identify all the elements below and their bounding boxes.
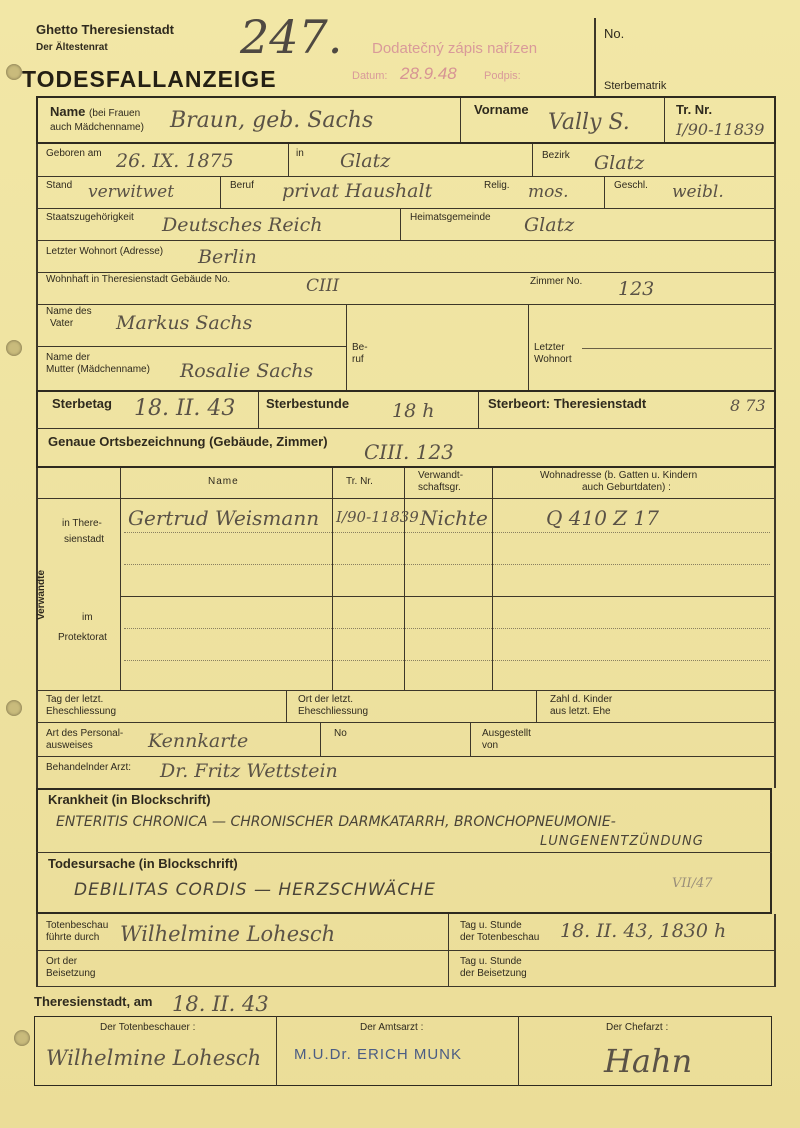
tr-label: Tr. Nr. <box>676 102 713 117</box>
in-label: in <box>296 148 304 159</box>
ghetto-title: Ghetto Theresienstadt <box>36 22 174 37</box>
im-label: im <box>82 612 93 623</box>
sterbetag-label: Sterbetag <box>52 396 112 411</box>
amtsarzt-label: Der Amtsarzt : <box>360 1022 424 1033</box>
mutter-label: Name der <box>46 352 90 363</box>
ehe-ort-label2: Eheschliessung <box>298 706 369 717</box>
krankheit-line2: LUNGENENTZÜNDUNG <box>540 834 704 849</box>
relative-rel: Nichte <box>420 506 488 530</box>
arzt-value: Dr. Fritz Wettstein <box>160 760 338 782</box>
wohnort-label: Letzter Wohnort (Adresse) <box>46 246 164 257</box>
gebaeude-value: CIII <box>306 276 340 296</box>
stamp-date-label: Datum: <box>352 70 388 82</box>
ehe-ort-label: Ort der letzt. <box>298 694 354 705</box>
art-label: Art des Personal- <box>46 728 124 739</box>
chefarzt-label: Der Chefarzt : <box>606 1022 669 1033</box>
vater-label: Name des <box>46 306 92 317</box>
vorname-value: Vally S. <box>548 110 630 135</box>
beisetz-tag-label2: der Beisetzung <box>460 968 527 979</box>
beschau-tag-label: Tag u. Stunde <box>460 920 522 931</box>
beruf-value: privat Haushalt <box>282 180 433 202</box>
vater-label2: Vater <box>50 318 74 329</box>
council-title: Der Ältestenrat <box>36 42 108 53</box>
beschau-value: Wilhelmine Lohesch <box>120 922 336 946</box>
stunde-value: 18 h <box>392 400 435 422</box>
punch-hole <box>6 340 22 356</box>
col-tr: Tr. Nr. <box>346 476 373 487</box>
arzt-label: Behandelnder Arzt: <box>46 762 132 773</box>
punch-hole <box>14 1030 30 1046</box>
gebaeude-label: Wohnhaft in Theresienstadt Gebäude No. <box>46 274 231 285</box>
hand-number: 247. <box>240 10 343 64</box>
art-label2: ausweises <box>46 740 93 751</box>
krankheit-line1: ENTERITIS CHRONICA — CHRONISCHER DARMKATARRH, BRONCHOPNEUMONIE- <box>56 814 616 830</box>
sterbetag-value: 18. II. 43 <box>134 396 236 421</box>
stamp-sig-label: Podpis: <box>484 70 521 82</box>
kinder-label: Zahl d. Kinder <box>550 694 613 705</box>
beschauer-signature: Wilhelmine Lohesch <box>46 1046 262 1070</box>
ursache-mark: VII/47 <box>672 876 713 891</box>
stand-label: Stand <box>46 180 73 191</box>
id-no-label: No <box>334 728 347 739</box>
punch-hole <box>6 700 22 716</box>
col-adresse2: auch Geburtdaten) : <box>582 482 671 493</box>
relig-label: Relig. <box>484 180 510 191</box>
beschau-tag-label2: der Totenbeschau <box>460 932 540 943</box>
place-date-value: 18. II. 43 <box>172 992 269 1016</box>
bezirk-value: Glatz <box>594 152 645 174</box>
chefarzt-signature: Hahn <box>604 1042 693 1080</box>
form-title: TODESFALLANZEIGE <box>22 66 277 92</box>
kinder-label2: aus letzt. Ehe <box>550 706 611 717</box>
ausgestellt-label: Ausgestellt <box>482 728 531 739</box>
staat-value: Deutsches Reich <box>162 214 323 236</box>
relig-value: mos. <box>528 182 569 202</box>
wohnort-value: Berlin <box>198 246 257 268</box>
name-label: Name (bei Frauen <box>50 104 141 119</box>
in-there-label: in There- <box>62 518 102 529</box>
letzter-label: Letzter <box>534 342 565 353</box>
protektorat-label: Protektorat <box>58 632 107 643</box>
col-verwandt: Verwandt- <box>418 470 464 481</box>
beschau-tag-value: 18. II. 43, 1830 h <box>560 920 727 942</box>
sterbeort-label: Sterbeort: Theresienstadt <box>488 396 647 411</box>
stand-value: verwitwet <box>88 182 175 202</box>
stamp-line: Dodatečný zápis nařízen <box>372 40 538 57</box>
zimmer-value: 123 <box>618 278 655 300</box>
heimat-label: Heimatsgemeinde <box>410 212 491 223</box>
no-label: No. <box>604 26 625 41</box>
beisetz-label2: Beisetzung <box>46 968 96 979</box>
ehe-tag-label: Tag der letzt. <box>46 694 104 705</box>
col-verwandt2: schaftsgr. <box>418 482 461 493</box>
sterbeort-value: 8 73 <box>730 396 766 415</box>
ehe-tag-label2: Eheschliessung <box>46 706 117 717</box>
tr-value: I/90-11839 <box>676 120 765 139</box>
col-name: Name <box>208 476 239 487</box>
vater-value: Markus Sachs <box>116 312 253 334</box>
born-label: Geboren am <box>46 148 102 159</box>
stamp-date: 28.9.48 <box>400 64 457 83</box>
genau-label: Genaue Ortsbezeichnung (Gebäude, Zimmer) <box>48 434 328 449</box>
krankheit-label: Krankheit (in Blockschrift) <box>48 792 211 807</box>
art-value: Kennkarte <box>148 730 249 752</box>
relative-addr: Q 410 Z 17 <box>546 506 659 530</box>
name-value: Braun, geb. Sachs <box>170 108 374 133</box>
bezirk-label: Bezirk <box>542 150 570 161</box>
zimmer-label: Zimmer No. <box>530 276 583 287</box>
stunde-label: Sterbestunde <box>266 396 350 411</box>
born-value: 26. IX. 1875 <box>116 150 234 172</box>
mutter-value: Rosalie Sachs <box>180 360 314 382</box>
register-label: Sterbematrik <box>604 80 667 92</box>
ursache-label: Todesursache (in Blockschrift) <box>48 856 238 871</box>
heimat-value: Glatz <box>524 214 575 236</box>
in-there-label2: sienstadt <box>64 534 105 545</box>
mutter-label2: Mutter (Mädchenname) <box>46 364 150 375</box>
staat-label: Staatszugehörigkeit <box>46 212 134 223</box>
beisetz-tag-label: Tag u. Stunde <box>460 956 522 967</box>
relative-tr: I/90-11839 <box>336 508 419 526</box>
in-value: Glatz <box>340 150 391 172</box>
relative-name: Gertrud Weismann <box>128 506 320 530</box>
beisetz-label: Ort der <box>46 956 78 967</box>
side-label: Verwandte <box>36 569 47 620</box>
place-date-label: Theresienstadt, am <box>34 994 153 1009</box>
beruf-label: Beruf <box>230 180 254 191</box>
geschl-label: Geschl. <box>614 180 648 191</box>
vorname-label: Vorname <box>474 102 529 117</box>
name-box <box>36 96 776 144</box>
beruf2-label2: ruf <box>352 354 364 365</box>
ausgestellt-label2: von <box>482 740 499 751</box>
beruf2-label: Be- <box>352 342 368 353</box>
genau-value: CIII. 123 <box>364 440 454 464</box>
beschau-label: Totenbeschau <box>46 920 109 931</box>
punch-hole <box>6 64 22 80</box>
geschl-value: weibl. <box>672 182 724 202</box>
col-adresse: Wohnadresse (b. Gatten u. Kindern <box>540 470 698 481</box>
ursache-value: DEBILITAS CORDIS — HERZSCHWÄCHE <box>74 880 436 900</box>
beschau-label2: führte durch <box>46 932 100 943</box>
name-label-hint: auch Mädchenname) <box>50 122 144 133</box>
letzter-label2: Wohnort <box>534 354 572 365</box>
beschauer-label: Der Totenbeschauer : <box>100 1022 196 1033</box>
amtsarzt-stamp: M.U.Dr. ERICH MUNK <box>294 1046 462 1063</box>
